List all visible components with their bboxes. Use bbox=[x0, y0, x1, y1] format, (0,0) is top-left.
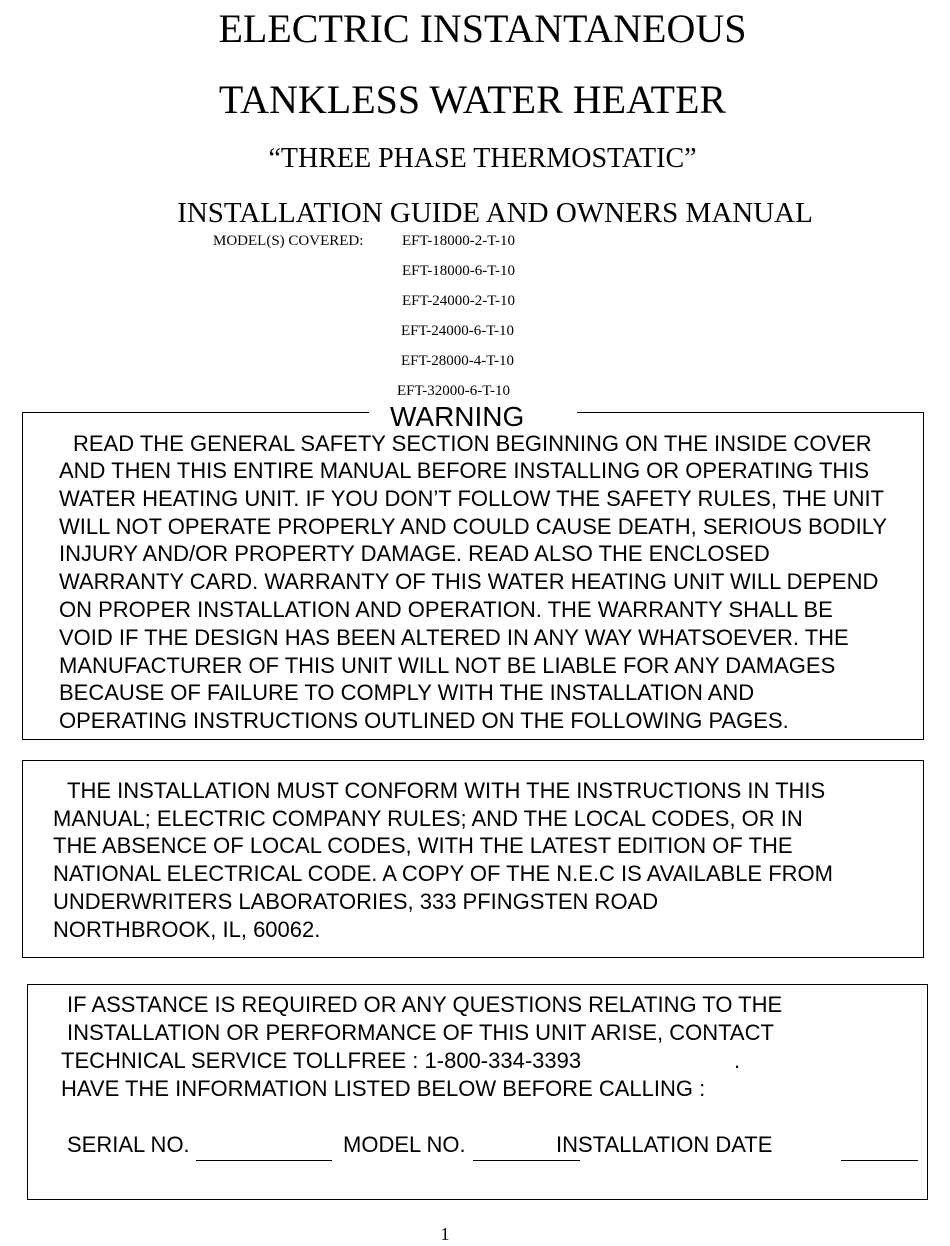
page-number: 1 bbox=[440, 1224, 450, 1244]
tollfree-line: TECHNICAL SERVICE TOLLFREE : 1-800-334-3393 bbox=[61, 1048, 582, 1073]
subtitle: “THREE PHASE THERMOSTATIC” bbox=[268, 143, 697, 174]
installation-line: NATIONAL ELECTRICAL CODE. A COPY OF THE N.E.C IS AVAILABLE FROM bbox=[53, 861, 833, 886]
assistance-line: INSTALLATION OR PERFORMANCE OF THIS UNIT ARISE, CONTACT bbox=[67, 1020, 774, 1045]
warning-line: MANUFACTURER OF THIS UNIT WILL NOT BE LIABLE FOR ANY DAMAGES bbox=[59, 653, 836, 678]
warning-box-border-left bbox=[22, 412, 369, 413]
manual-title: INSTALLATION GUIDE AND OWNERS MANUAL bbox=[177, 197, 813, 229]
installation-line: THE ABSENCE OF LOCAL CODES, WITH THE LATEST EDITION OF THE bbox=[53, 833, 793, 858]
serial-blank bbox=[196, 1160, 332, 1161]
assistance-line: IF ASSTANCE IS REQUIRED OR ANY QUESTIONS RELATING TO THE bbox=[67, 992, 783, 1017]
model-item: EFT-28000-4-T-10 bbox=[401, 353, 515, 369]
warning-heading: WARNING bbox=[390, 401, 525, 432]
warning-line: BECAUSE OF FAILURE TO COMPLY WITH THE INSTALLATION AND bbox=[59, 680, 755, 705]
warning-line: READ THE GENERAL SAFETY SECTION BEGINNING ON THE INSIDE COVER bbox=[73, 431, 872, 456]
model-item: EFT-24000-2-T-10 bbox=[402, 293, 516, 309]
installation-line: NORTHBROOK, IL, 60062. bbox=[53, 917, 321, 942]
model-item: EFT-24000-6-T-10 bbox=[401, 323, 515, 339]
warning-line: ON PROPER INSTALLATION AND OPERATION. THE WARRANTY SHALL BE bbox=[59, 597, 833, 622]
models-label: MODEL(S) COVERED: bbox=[213, 233, 364, 249]
warning-line: WARRANTY CARD. WARRANTY OF THIS WATER HEATING UNIT WILL DEPEND bbox=[59, 569, 879, 594]
installation-line: THE INSTALLATION MUST CONFORM WITH THE INSTRUCTIONS IN THIS bbox=[67, 778, 826, 803]
warning-line: OPERATING INSTRUCTIONS OUTLINED ON THE FOLLOWING PAGES. bbox=[59, 708, 789, 733]
serial-label: SERIAL NO. bbox=[67, 1132, 190, 1157]
warning-line: VOID IF THE DESIGN HAS BEEN ALTERED IN ANY WAY WHATSOEVER. THE bbox=[59, 625, 849, 650]
model-blank bbox=[473, 1160, 580, 1161]
model-item: EFT-32000-6-T-10 bbox=[397, 383, 511, 399]
warning-line: AND THEN THIS ENTIRE MANUAL BEFORE INSTALLING OR OPERATING THIS bbox=[59, 458, 870, 483]
model-label: MODEL NO. bbox=[343, 1132, 466, 1157]
date-blank bbox=[841, 1160, 918, 1161]
tollfree-period: . bbox=[734, 1048, 741, 1073]
title-line-2: TANKLESS WATER HEATER bbox=[218, 77, 727, 122]
warning-line: WILL NOT OPERATE PROPERLY AND COULD CAUSE DEATH, SERIOUS BODILY bbox=[59, 514, 888, 539]
warning-line: WATER HEATING UNIT. IF YOU DON’T FOLLOW THE SAFETY RULES, THE UNIT bbox=[59, 486, 885, 511]
warning-line: INJURY AND/OR PROPERTY DAMAGE. READ ALSO THE ENCLOSED bbox=[59, 541, 770, 566]
installation-line: UNDERWRITERS LABORATORIES, 333 PFINGSTEN ROAD bbox=[53, 889, 659, 914]
model-item: EFT-18000-2-T-10 bbox=[402, 233, 516, 249]
title-line-1: ELECTRIC INSTANTANEOUS bbox=[218, 6, 747, 51]
installation-line: MANUAL; ELECTRIC COMPANY RULES; AND THE LOCAL CODES, OR IN bbox=[53, 806, 803, 831]
date-label: INSTALLATION DATE bbox=[556, 1132, 773, 1157]
assistance-line: HAVE THE INFORMATION LISTED BELOW BEFORE CALLING : bbox=[61, 1076, 706, 1101]
warning-box-border-right bbox=[577, 412, 924, 413]
model-item: EFT-18000-6-T-10 bbox=[402, 263, 516, 279]
